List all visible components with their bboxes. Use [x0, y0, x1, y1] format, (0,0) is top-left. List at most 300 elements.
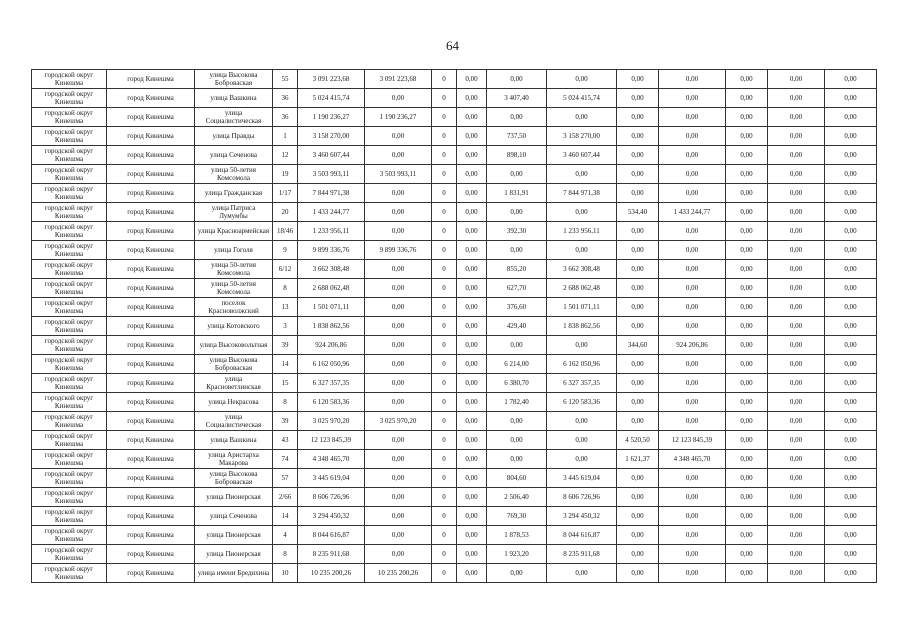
cell-cost-7: 0,00	[825, 317, 877, 336]
cell-total-cost: 8 044 616,87	[298, 526, 365, 545]
cell-street: улица имени Бредихина	[195, 564, 273, 583]
cell-cost-1: 0,00	[365, 374, 432, 393]
cell-cost-3: 8 606 726,96	[547, 488, 617, 507]
cell-city: город Кинешма	[107, 184, 195, 203]
cell-cost-6: 0,00	[768, 108, 825, 127]
cell-cost-1: 1 190 236,27	[365, 108, 432, 127]
cell-cost-6: 0,00	[768, 165, 825, 184]
cell-okrug: городской округ Кинешма	[32, 507, 107, 526]
cell-cost-3: 0,00	[547, 165, 617, 184]
cell-cost-1: 9 899 336,76	[365, 241, 432, 260]
cell-cost-6: 0,00	[768, 450, 825, 469]
page-number: 64	[446, 38, 459, 53]
cell-area-1: 804,60	[487, 469, 547, 488]
cell-area-1: 6 380,70	[487, 374, 547, 393]
cell-cost-3: 8 044 616,87	[547, 526, 617, 545]
cell-count: 0	[432, 241, 457, 260]
cell-area-2: 0,00	[617, 564, 659, 583]
cell-area-2: 344,60	[617, 336, 659, 355]
cell-cost-5: 0,00	[726, 431, 768, 450]
cell-count: 0	[432, 203, 457, 222]
cell-cost-7: 0,00	[825, 336, 877, 355]
cell-count: 0	[432, 260, 457, 279]
cell-street: улица Патриса Лумумбы	[195, 203, 273, 222]
cell-cost-7: 0,00	[825, 203, 877, 222]
cell-cost-4: 0,00	[659, 393, 726, 412]
cell-city: город Кинешма	[107, 70, 195, 89]
cell-house: 36	[273, 108, 298, 127]
cell-city: город Кинешма	[107, 317, 195, 336]
cell-area-1: 0,00	[487, 70, 547, 89]
cell-count: 0	[432, 336, 457, 355]
cell-cost-6: 0,00	[768, 146, 825, 165]
cell-cost-7: 0,00	[825, 431, 877, 450]
cell-cost-6: 0,00	[768, 507, 825, 526]
cell-house: 1	[273, 127, 298, 146]
table-row	[32, 298, 877, 317]
cell-cost-2: 0,00	[457, 89, 487, 108]
table-row	[32, 165, 877, 184]
cell-area-2: 0,00	[617, 89, 659, 108]
cell-city: город Кинешма	[107, 469, 195, 488]
cell-total-cost: 1 501 071,11	[298, 298, 365, 317]
table-row	[32, 488, 877, 507]
cell-cost-6: 0,00	[768, 127, 825, 146]
cell-cost-4: 0,00	[659, 70, 726, 89]
cell-cost-4: 0,00	[659, 260, 726, 279]
cell-cost-7: 0,00	[825, 108, 877, 127]
cell-okrug: городской округ Кинешма	[32, 545, 107, 564]
cell-cost-4: 0,00	[659, 507, 726, 526]
cell-street: улица Некрасова	[195, 393, 273, 412]
cell-cost-3: 0,00	[547, 450, 617, 469]
cell-okrug: городской округ Кинешма	[32, 298, 107, 317]
cell-cost-1: 0,00	[365, 184, 432, 203]
cell-count: 0	[432, 108, 457, 127]
cell-cost-2: 0,00	[457, 336, 487, 355]
cell-cost-7: 0,00	[825, 165, 877, 184]
cell-city: город Кинешма	[107, 146, 195, 165]
cell-street: улица Высоковольтная	[195, 336, 273, 355]
cell-house: 9	[273, 241, 298, 260]
cell-cost-1: 3 025 970,20	[365, 412, 432, 431]
table-row	[32, 564, 877, 583]
cell-cost-5: 0,00	[726, 393, 768, 412]
cell-count: 0	[432, 184, 457, 203]
cell-area-2: 0,00	[617, 355, 659, 374]
cell-area-2: 0,00	[617, 241, 659, 260]
cell-area-2: 0,00	[617, 412, 659, 431]
cell-city: город Кинешма	[107, 488, 195, 507]
cell-cost-2: 0,00	[457, 165, 487, 184]
cell-count: 0	[432, 222, 457, 241]
cell-cost-4: 0,00	[659, 545, 726, 564]
cell-area-2: 0,00	[617, 70, 659, 89]
cell-cost-3: 6 327 357,35	[547, 374, 617, 393]
cell-city: город Кинешма	[107, 89, 195, 108]
cell-area-2: 0,00	[617, 108, 659, 127]
cell-cost-5: 0,00	[726, 469, 768, 488]
cell-cost-7: 0,00	[825, 469, 877, 488]
cell-okrug: городской округ Кинешма	[32, 469, 107, 488]
cell-street: улица Сеченова	[195, 507, 273, 526]
cell-cost-7: 0,00	[825, 260, 877, 279]
cell-house: 4	[273, 526, 298, 545]
cell-street: улица 50-летия Комсомола	[195, 279, 273, 298]
cell-cost-5: 0,00	[726, 317, 768, 336]
cell-count: 0	[432, 127, 457, 146]
cell-street: улица Высокова Боброваская	[195, 469, 273, 488]
cell-cost-5: 0,00	[726, 222, 768, 241]
cell-cost-7: 0,00	[825, 70, 877, 89]
table-row	[32, 279, 877, 298]
cell-area-1: 1 782,40	[487, 393, 547, 412]
cell-street: улица Социалистическая	[195, 108, 273, 127]
cell-cost-2: 0,00	[457, 241, 487, 260]
cell-house: 39	[273, 336, 298, 355]
cell-area-2: 0,00	[617, 184, 659, 203]
cell-okrug: городской округ Кинешма	[32, 355, 107, 374]
cell-area-2: 0,00	[617, 222, 659, 241]
cell-cost-2: 0,00	[457, 564, 487, 583]
cell-city: город Кинешма	[107, 165, 195, 184]
cell-city: город Кинешма	[107, 564, 195, 583]
cell-cost-7: 0,00	[825, 507, 877, 526]
cell-city: город Кинешма	[107, 108, 195, 127]
cell-cost-7: 0,00	[825, 184, 877, 203]
cell-cost-3: 3 460 607,44	[547, 146, 617, 165]
cell-city: город Кинешма	[107, 526, 195, 545]
cell-area-1: 0,00	[487, 241, 547, 260]
cell-cost-6: 0,00	[768, 469, 825, 488]
cell-cost-5: 0,00	[726, 545, 768, 564]
cell-okrug: городской округ Кинешма	[32, 184, 107, 203]
cell-cost-7: 0,00	[825, 222, 877, 241]
cell-area-1: 627,70	[487, 279, 547, 298]
cell-cost-1: 3 503 993,11	[365, 165, 432, 184]
cell-cost-6: 0,00	[768, 70, 825, 89]
cell-okrug: городской округ Кинешма	[32, 336, 107, 355]
cell-cost-1: 0,00	[365, 545, 432, 564]
cell-cost-6: 0,00	[768, 317, 825, 336]
cell-cost-5: 0,00	[726, 279, 768, 298]
cell-cost-2: 0,00	[457, 431, 487, 450]
cell-cost-6: 0,00	[768, 203, 825, 222]
cell-area-2: 0,00	[617, 127, 659, 146]
cell-cost-7: 0,00	[825, 545, 877, 564]
table-row	[32, 89, 877, 108]
cell-area-1: 769,30	[487, 507, 547, 526]
cell-area-1: 0,00	[487, 431, 547, 450]
cell-cost-2: 0,00	[457, 279, 487, 298]
cell-count: 0	[432, 526, 457, 545]
cell-house: 1/17	[273, 184, 298, 203]
cell-cost-5: 0,00	[726, 241, 768, 260]
table-row	[32, 108, 877, 127]
cell-area-1: 898,10	[487, 146, 547, 165]
cell-area-2: 0,00	[617, 393, 659, 412]
cell-cost-4: 0,00	[659, 222, 726, 241]
cell-house: 14	[273, 355, 298, 374]
cell-area-1: 429,40	[487, 317, 547, 336]
cell-total-cost: 9 899 336,76	[298, 241, 365, 260]
cell-cost-4: 0,00	[659, 317, 726, 336]
cell-area-2: 0,00	[617, 279, 659, 298]
cell-house: 8	[273, 393, 298, 412]
cell-street: улица Пионерская	[195, 545, 273, 564]
cell-area-2: 0,00	[617, 507, 659, 526]
cell-street: улица Аристарха Макарова	[195, 450, 273, 469]
table-row	[32, 336, 877, 355]
cell-area-2: 0,00	[617, 488, 659, 507]
table-row	[32, 127, 877, 146]
cell-area-2: 0,00	[617, 146, 659, 165]
cell-cost-7: 0,00	[825, 526, 877, 545]
cell-okrug: городской округ Кинешма	[32, 412, 107, 431]
cell-cost-2: 0,00	[457, 203, 487, 222]
cell-cost-1: 10 235 200,26	[365, 564, 432, 583]
cell-cost-1: 0,00	[365, 526, 432, 545]
cell-cost-6: 0,00	[768, 279, 825, 298]
cell-count: 0	[432, 469, 457, 488]
cell-okrug: городской округ Кинешма	[32, 317, 107, 336]
cell-house: 55	[273, 70, 298, 89]
cell-city: город Кинешма	[107, 374, 195, 393]
cell-cost-6: 0,00	[768, 184, 825, 203]
cell-cost-7: 0,00	[825, 412, 877, 431]
cell-cost-6: 0,00	[768, 355, 825, 374]
cell-cost-1: 0,00	[365, 336, 432, 355]
cell-cost-7: 0,00	[825, 393, 877, 412]
cell-cost-2: 0,00	[457, 393, 487, 412]
cell-count: 0	[432, 431, 457, 450]
cell-house: 19	[273, 165, 298, 184]
cell-cost-2: 0,00	[457, 127, 487, 146]
cell-house: 57	[273, 469, 298, 488]
cell-count: 0	[432, 355, 457, 374]
cell-cost-1: 0,00	[365, 146, 432, 165]
cell-street: улица Социалистическая	[195, 412, 273, 431]
table-row	[32, 146, 877, 165]
cell-city: город Кинешма	[107, 336, 195, 355]
cell-okrug: городской округ Кинешма	[32, 260, 107, 279]
cell-okrug: городской округ Кинешма	[32, 146, 107, 165]
cell-street: улица Высокова Боброваская	[195, 355, 273, 374]
cell-count: 0	[432, 450, 457, 469]
cell-area-1: 0,00	[487, 412, 547, 431]
cell-city: город Кинешма	[107, 545, 195, 564]
cell-okrug: городской округ Кинешма	[32, 222, 107, 241]
table-row	[32, 317, 877, 336]
cell-cost-5: 0,00	[726, 526, 768, 545]
cell-city: город Кинешма	[107, 507, 195, 526]
cell-area-2: 0,00	[617, 526, 659, 545]
cell-count: 0	[432, 412, 457, 431]
cell-cost-4: 924 206,86	[659, 336, 726, 355]
cell-cost-1: 0,00	[365, 222, 432, 241]
cell-cost-6: 0,00	[768, 545, 825, 564]
cell-total-cost: 3 091 223,68	[298, 70, 365, 89]
cell-count: 0	[432, 507, 457, 526]
cell-cost-3: 0,00	[547, 241, 617, 260]
cell-area-2: 0,00	[617, 298, 659, 317]
cell-street: поселок Красноволжский	[195, 298, 273, 317]
cell-cost-4: 0,00	[659, 469, 726, 488]
cell-city: город Кинешма	[107, 127, 195, 146]
cell-total-cost: 8 235 911,68	[298, 545, 365, 564]
cell-cost-6: 0,00	[768, 336, 825, 355]
cell-total-cost: 1 190 236,27	[298, 108, 365, 127]
cell-cost-4: 0,00	[659, 108, 726, 127]
cell-cost-2: 0,00	[457, 222, 487, 241]
cell-okrug: городской округ Кинешма	[32, 526, 107, 545]
cell-cost-1: 0,00	[365, 127, 432, 146]
registry-table-body	[32, 70, 877, 583]
cell-cost-4: 1 433 244,77	[659, 203, 726, 222]
cell-cost-1: 0,00	[365, 488, 432, 507]
cell-cost-1: 0,00	[365, 279, 432, 298]
cell-cost-5: 0,00	[726, 488, 768, 507]
cell-cost-1: 0,00	[365, 393, 432, 412]
cell-area-1: 1 878,53	[487, 526, 547, 545]
cell-cost-1: 0,00	[365, 260, 432, 279]
cell-area-1: 0,00	[487, 564, 547, 583]
cell-cost-3: 0,00	[547, 412, 617, 431]
table-row	[32, 469, 877, 488]
cell-cost-5: 0,00	[726, 374, 768, 393]
cell-cost-5: 0,00	[726, 89, 768, 108]
table-row	[32, 203, 877, 222]
cell-area-2: 0,00	[617, 165, 659, 184]
cell-okrug: городской округ Кинешма	[32, 89, 107, 108]
cell-cost-3: 5 024 415,74	[547, 89, 617, 108]
cell-area-2: 0,00	[617, 469, 659, 488]
cell-count: 0	[432, 146, 457, 165]
cell-cost-4: 0,00	[659, 146, 726, 165]
cell-cost-3: 1 838 862,56	[547, 317, 617, 336]
cell-cost-5: 0,00	[726, 165, 768, 184]
cell-cost-5: 0,00	[726, 298, 768, 317]
cell-cost-2: 0,00	[457, 469, 487, 488]
cell-cost-6: 0,00	[768, 374, 825, 393]
cell-area-1: 0,00	[487, 165, 547, 184]
cell-cost-6: 0,00	[768, 222, 825, 241]
cell-okrug: городской округ Кинешма	[32, 70, 107, 89]
cell-total-cost: 4 348 465,70	[298, 450, 365, 469]
cell-cost-7: 0,00	[825, 355, 877, 374]
cell-area-1: 3 407,40	[487, 89, 547, 108]
cell-area-2: 0,00	[617, 374, 659, 393]
cell-cost-6: 0,00	[768, 298, 825, 317]
cell-cost-3: 6 120 583,36	[547, 393, 617, 412]
cell-street: улица Гоголя	[195, 241, 273, 260]
cell-city: город Кинешма	[107, 222, 195, 241]
cell-city: город Кинешма	[107, 241, 195, 260]
cell-cost-3: 3 158 270,00	[547, 127, 617, 146]
cell-house: 8	[273, 545, 298, 564]
cell-house: 3	[273, 317, 298, 336]
cell-area-1: 0,00	[487, 108, 547, 127]
cell-cost-7: 0,00	[825, 450, 877, 469]
cell-area-2: 0,00	[617, 260, 659, 279]
cell-cost-4: 0,00	[659, 165, 726, 184]
cell-cost-4: 0,00	[659, 279, 726, 298]
cell-cost-3: 2 688 062,48	[547, 279, 617, 298]
cell-cost-4: 0,00	[659, 127, 726, 146]
cell-okrug: городской округ Кинешма	[32, 108, 107, 127]
cell-okrug: городской округ Кинешма	[32, 165, 107, 184]
cell-total-cost: 2 688 062,48	[298, 279, 365, 298]
cell-okrug: городской округ Кинешма	[32, 127, 107, 146]
cell-total-cost: 924 206,86	[298, 336, 365, 355]
cell-cost-2: 0,00	[457, 146, 487, 165]
cell-city: город Кинешма	[107, 393, 195, 412]
cell-cost-5: 0,00	[726, 564, 768, 583]
cell-count: 0	[432, 374, 457, 393]
cell-cost-5: 0,00	[726, 355, 768, 374]
cell-area-1: 376,60	[487, 298, 547, 317]
cell-cost-5: 0,00	[726, 450, 768, 469]
cell-house: 6/12	[273, 260, 298, 279]
cell-cost-5: 0,00	[726, 203, 768, 222]
cell-house: 2/66	[273, 488, 298, 507]
cell-cost-1: 0,00	[365, 89, 432, 108]
cell-count: 0	[432, 70, 457, 89]
cell-total-cost: 7 844 971,38	[298, 184, 365, 203]
cell-house: 74	[273, 450, 298, 469]
cell-house: 8	[273, 279, 298, 298]
cell-cost-4: 0,00	[659, 241, 726, 260]
cell-cost-1: 3 091 223,68	[365, 70, 432, 89]
cell-count: 0	[432, 298, 457, 317]
cell-cost-4: 4 348 465,70	[659, 450, 726, 469]
cell-cost-4: 0,00	[659, 89, 726, 108]
table-row	[32, 526, 877, 545]
cell-cost-3: 0,00	[547, 431, 617, 450]
cell-cost-5: 0,00	[726, 146, 768, 165]
cell-cost-3: 0,00	[547, 564, 617, 583]
cell-cost-6: 0,00	[768, 260, 825, 279]
cell-house: 39	[273, 412, 298, 431]
cell-area-1: 855,20	[487, 260, 547, 279]
cell-cost-2: 0,00	[457, 70, 487, 89]
cell-total-cost: 8 606 726,96	[298, 488, 365, 507]
table-row	[32, 450, 877, 469]
cell-house: 13	[273, 298, 298, 317]
cell-okrug: городской округ Кинешма	[32, 203, 107, 222]
cell-total-cost: 1 433 244,77	[298, 203, 365, 222]
cell-cost-2: 0,00	[457, 298, 487, 317]
table-row	[32, 260, 877, 279]
cell-cost-3: 0,00	[547, 70, 617, 89]
cell-city: город Кинешма	[107, 260, 195, 279]
cell-city: город Кинешма	[107, 298, 195, 317]
cell-count: 0	[432, 279, 457, 298]
cell-cost-1: 0,00	[365, 298, 432, 317]
cell-cost-6: 0,00	[768, 241, 825, 260]
cell-okrug: городской округ Кинешма	[32, 393, 107, 412]
cell-cost-4: 0,00	[659, 298, 726, 317]
cell-cost-2: 0,00	[457, 260, 487, 279]
cell-cost-4: 0,00	[659, 412, 726, 431]
cell-city: город Кинешма	[107, 450, 195, 469]
cell-cost-4: 0,00	[659, 488, 726, 507]
cell-cost-4: 12 123 845,39	[659, 431, 726, 450]
table-row	[32, 184, 877, 203]
cell-cost-2: 0,00	[457, 450, 487, 469]
cell-cost-1: 0,00	[365, 355, 432, 374]
cell-cost-3: 0,00	[547, 108, 617, 127]
